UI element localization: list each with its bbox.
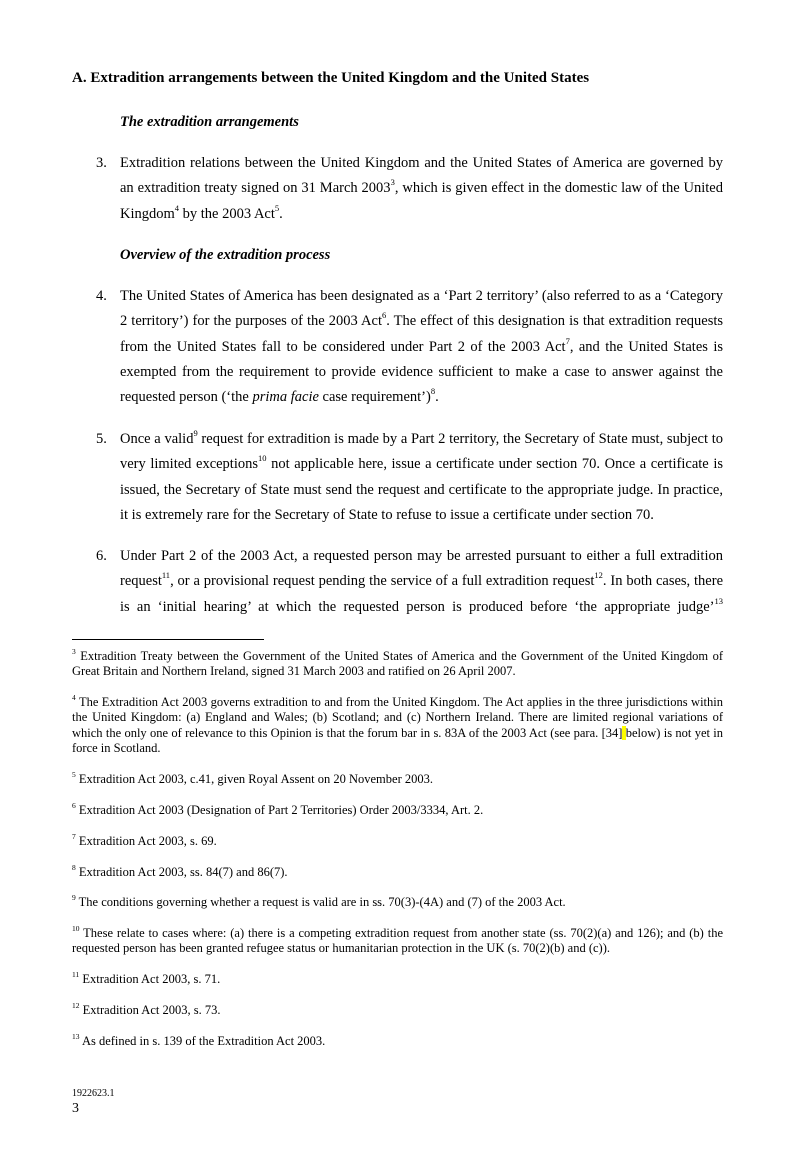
footnote-number: 8 <box>72 862 76 872</box>
paragraph-3 <box>72 151 723 227</box>
paragraph-body: The United States of America has been designated as a ‘Part 2 territory’ (also referred to as a ‘Category 2 territory’) for the purposes of the 2003 Act$^6$. The effect of this designation is that extradition requests from the United States fall to be considered under Part 2 of the 2003 Act$^7$, and the United States is exempted from the requirement to provide evidence sufficient to make a case to answer against the requested person (‘the prima facie case requirement’)$^8$. <box>120 288 724 406</box>
footnote-number: 10 <box>72 923 80 933</box>
footnote-number: 4 <box>72 692 76 702</box>
paragraph-5 <box>72 427 723 528</box>
paragraph-number: 3. <box>96 155 107 171</box>
paragraph-number: 6. <box>96 548 107 564</box>
document-reference: 1922623.1 <box>72 1088 115 1099</box>
footnote-ref[interactable]: 10 <box>258 453 267 464</box>
footnote-ref[interactable]: 8 <box>430 386 436 397</box>
paragraph-number: 4. <box>96 288 107 304</box>
footnote-number: 7 <box>72 831 76 841</box>
paragraph-body: Once a valid$^9$ request for extradition is made by a Part 2 territory, the Secretary of State must, subject to very limited exceptions$^{10}$ not applicable here, issue a certificate under section 70. Once a certificate is issued, the Secretary of State must send the request and certificate to the appropriate judge. In practice, it is extremely rare for the Secretary of State to refuse to issue a certificate under section 70. <box>120 428 723 523</box>
paragraph-body: Under Part 2 of the 2003 Act, a requested person may be arrested pursuant to either a full extradition request$^{11}$, or a provisional request pending the service of a full extradition request$^{12}$. In both cases, there is an ‘initial hearing’ at which the requested person is produced before ‘the appropriate judge’$^{13}$ <box>120 548 724 615</box>
footnote-ref[interactable]: 13 <box>714 595 723 606</box>
footnote-number: 6 <box>72 800 76 810</box>
page-number: 3 <box>72 1101 79 1116</box>
footnote-13: $^{13}$ As defined in s. 139 of the Extradition Act 2003. <box>72 1031 326 1048</box>
footnote-10: $^{10}$ These relate to cases where: (a) there is a competing extradition request from another state (ss. 70(2)(a) and 126); and (b) the requested person has been granted refugee status or humanitarian protection in the UK (s. 70(2)(b) and (c)). <box>72 923 723 956</box>
paragraph-number: 5. <box>96 431 107 447</box>
footnote-12: $^{12}$ Extradition Act 2003, s. 73. <box>72 1000 221 1017</box>
footnote-number: 9 <box>72 892 76 902</box>
footnote-number: 13 <box>72 1031 80 1041</box>
footnote-ref[interactable]: 12 <box>594 570 603 581</box>
footnote-6: $^6$ Extradition Act 2003 (Designation of Part 2 Territories) Order 2003/3334, Art. 2. <box>72 800 484 817</box>
footnote-number: 5 <box>72 769 76 779</box>
footnote-separator <box>72 639 264 640</box>
footnote-ref[interactable]: 9 <box>193 428 198 439</box>
footnote-4: $^4$ The Extradition Act 2003 governs extradition to and from the United Kingdom. The Act applies in the three jurisdictions within the United Kingdom: (a) England and Wales; (b) Scotland; and (c) Northern Ireland. There are limited regional variations of which the only one of relevance to this Opinion is that the forum bar in s. 83A of the 2003 Act (see para. [34] below) is not yet in force in Scotland. <box>72 692 724 756</box>
subheading-overview: Overview of the extradition process <box>120 247 331 263</box>
footnote-number: 3 <box>72 646 76 656</box>
section-heading: A. Extradition arrangements between the United Kingdom and the United States <box>72 70 590 86</box>
subheading-arrangements: The extradition arrangements <box>120 114 299 130</box>
italic-term: prima facie <box>252 389 319 406</box>
footnote-7: $^7$ Extradition Act 2003, s. 69. <box>72 831 217 848</box>
paragraph-body: Extradition relations between the United Kingdom and the United States of America are governed by an extradition treaty signed on 31 March 2003$^3$, which is given effect in the domestic law of the United Kingdom$^4$ by the 2003 Act$^5$. <box>120 155 723 222</box>
paragraph-4 <box>72 284 723 410</box>
footnote-ref[interactable]: 5 <box>274 202 280 213</box>
footnote-ref[interactable]: 4 <box>174 202 180 213</box>
footnote-8: $^8$ Extradition Act 2003, ss. 84(7) and 86(7). <box>72 862 288 879</box>
paragraph-6 <box>72 544 723 620</box>
footnote-ref[interactable]: 6 <box>381 310 387 321</box>
footnote-5: $^5$ Extradition Act 2003, c.41, given Royal Assent on 20 November 2003. <box>72 769 433 786</box>
footnote-ref[interactable]: 7 <box>565 335 570 346</box>
footnote-11: $^{11}$ Extradition Act 2003, s. 71. <box>72 969 221 986</box>
footnote-3: $^3$ Extradition Treaty between the Government of the United States of America and the Government of the United Kingdom of Great Britain and Northern Ireland, signed 31 March 2003 and ratified on 26 April 2007. <box>72 646 724 679</box>
footnote-number: 12 <box>72 1000 80 1010</box>
footnote-ref[interactable]: 11 <box>161 570 171 581</box>
footnote-9: $^9$ The conditions governing whether a request is valid are in ss. 70(3)-(4A) and (7) of the 2003 Act. <box>72 892 566 909</box>
footnote-number: 11 <box>72 969 80 979</box>
footnote-ref[interactable]: 3 <box>390 177 395 188</box>
